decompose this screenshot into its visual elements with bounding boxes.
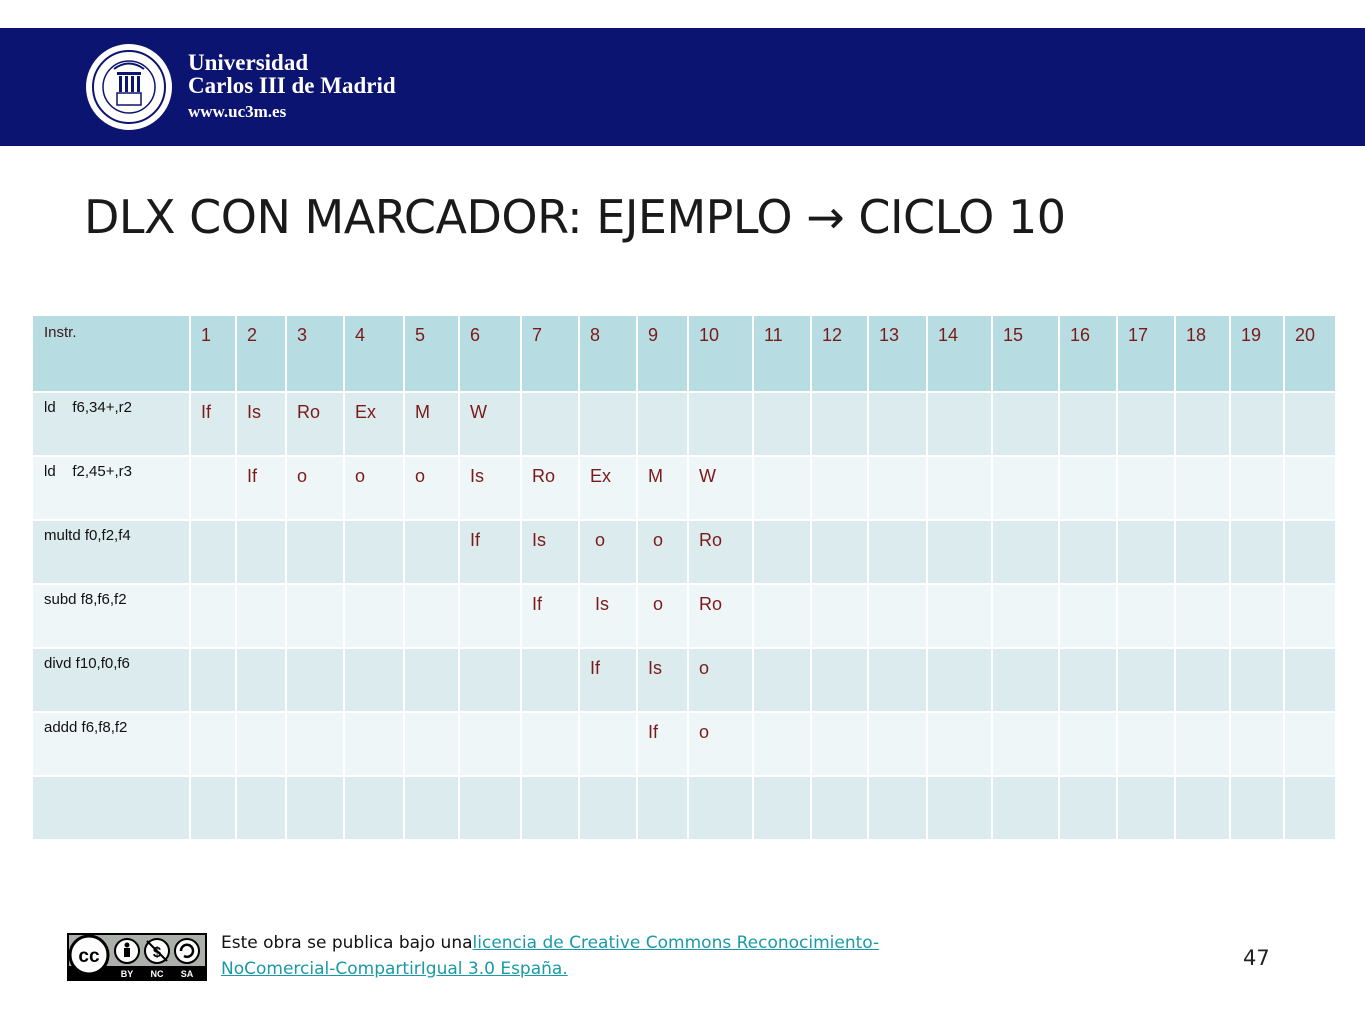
stage-cell bbox=[1117, 520, 1175, 584]
stage-cell: Is bbox=[236, 392, 286, 456]
cycle-header-18: 18 bbox=[1175, 316, 1230, 392]
stage-cell bbox=[459, 776, 521, 840]
cycle-header-14: 14 bbox=[927, 316, 992, 392]
license-notice bbox=[221, 930, 901, 982]
stage-cell bbox=[1059, 648, 1117, 712]
cycle-header-1: 1 bbox=[190, 316, 236, 392]
stage-cell bbox=[1175, 712, 1230, 776]
stage-cell: o bbox=[637, 584, 688, 648]
stage-cell bbox=[236, 584, 286, 648]
stage-cell bbox=[1117, 456, 1175, 520]
page-number: 47 bbox=[1243, 946, 1270, 970]
table-header-row bbox=[33, 316, 1336, 392]
stage-cell bbox=[521, 712, 579, 776]
stage-cell bbox=[811, 456, 868, 520]
stage-cell bbox=[868, 392, 927, 456]
table-row bbox=[33, 584, 1336, 648]
stage-cell bbox=[1059, 776, 1117, 840]
stage-cell bbox=[190, 776, 236, 840]
cycle-header-3: 3 bbox=[286, 316, 344, 392]
stage-cell bbox=[992, 456, 1059, 520]
stage-cell bbox=[190, 520, 236, 584]
stage-cell: o bbox=[637, 520, 688, 584]
table-row bbox=[33, 456, 1336, 520]
stage-cell bbox=[992, 392, 1059, 456]
stage-cell bbox=[1175, 648, 1230, 712]
stage-cell: Is bbox=[521, 520, 579, 584]
stage-cell bbox=[190, 584, 236, 648]
table-row bbox=[33, 392, 1336, 456]
stage-cell bbox=[1230, 520, 1284, 584]
cycle-header-15: 15 bbox=[992, 316, 1059, 392]
instruction-cell: ld f2,45+,r3 bbox=[33, 456, 190, 520]
stage-cell bbox=[753, 456, 811, 520]
stage-cell: Is bbox=[637, 648, 688, 712]
stage-cell: Is bbox=[579, 584, 637, 648]
stage-cell bbox=[286, 520, 344, 584]
stage-cell bbox=[753, 584, 811, 648]
stage-cell bbox=[1059, 456, 1117, 520]
stage-cell bbox=[236, 520, 286, 584]
stage-cell bbox=[688, 776, 753, 840]
slide-title: DLX CON MARCADOR: EJEMPLO → CICLO 10 bbox=[84, 190, 1066, 244]
stage-cell bbox=[1175, 520, 1230, 584]
stage-cell: If bbox=[579, 648, 637, 712]
stage-cell bbox=[1284, 712, 1336, 776]
stage-cell bbox=[1059, 520, 1117, 584]
table-row bbox=[33, 648, 1336, 712]
stage-cell bbox=[753, 648, 811, 712]
instruction-cell: addd f6,f8,f2 bbox=[33, 712, 190, 776]
stage-cell bbox=[868, 456, 927, 520]
stage-cell bbox=[688, 392, 753, 456]
cycle-header-8: 8 bbox=[579, 316, 637, 392]
instruction-cell: multd f0,f2,f4 bbox=[33, 520, 190, 584]
stage-cell bbox=[992, 776, 1059, 840]
stage-cell bbox=[190, 648, 236, 712]
stage-cell bbox=[927, 776, 992, 840]
license-link[interactable]: licencia de Creative Commons Reconocimiento-NoComercial-CompartirIgual 3.0 España. bbox=[221, 933, 880, 979]
stage-cell bbox=[992, 520, 1059, 584]
stage-cell bbox=[521, 392, 579, 456]
stage-cell bbox=[1230, 456, 1284, 520]
stage-cell bbox=[868, 712, 927, 776]
table-row bbox=[33, 776, 1336, 840]
stage-cell bbox=[637, 392, 688, 456]
stage-cell: Ro bbox=[688, 520, 753, 584]
stage-cell: W bbox=[688, 456, 753, 520]
university-name-line2: Carlos III de Madrid bbox=[188, 73, 396, 98]
stage-cell bbox=[286, 712, 344, 776]
svg-text:NC: NC bbox=[150, 969, 164, 979]
stage-cell bbox=[1230, 392, 1284, 456]
stage-cell: o bbox=[688, 712, 753, 776]
stage-cell bbox=[1230, 712, 1284, 776]
stage-cell bbox=[579, 776, 637, 840]
stage-cell: Ro bbox=[688, 584, 753, 648]
instruction-cell: ld f6,34+,r2 bbox=[33, 392, 190, 456]
cycle-header-7: 7 bbox=[521, 316, 579, 392]
stage-cell bbox=[1230, 648, 1284, 712]
stage-cell bbox=[992, 648, 1059, 712]
stage-cell bbox=[236, 776, 286, 840]
stage-cell bbox=[236, 712, 286, 776]
stage-cell bbox=[579, 712, 637, 776]
instruction-cell: divd f10,f0,f6 bbox=[33, 648, 190, 712]
stage-cell: Ex bbox=[344, 392, 404, 456]
stage-cell bbox=[1284, 648, 1336, 712]
stage-cell bbox=[1284, 520, 1336, 584]
svg-text:BY: BY bbox=[120, 969, 134, 979]
stage-cell bbox=[868, 584, 927, 648]
stage-cell: If bbox=[521, 584, 579, 648]
stage-cell bbox=[927, 648, 992, 712]
stage-cell bbox=[1117, 776, 1175, 840]
stage-cell bbox=[286, 648, 344, 712]
instruction-cell: subd f8,f6,f2 bbox=[33, 584, 190, 648]
license-prefix: Este obra se publica bajo una bbox=[221, 933, 473, 953]
stage-cell bbox=[190, 456, 236, 520]
header-instr-label: Instr. bbox=[33, 316, 190, 392]
stage-cell bbox=[1175, 456, 1230, 520]
stage-cell: o bbox=[688, 648, 753, 712]
cycle-header-10: 10 bbox=[688, 316, 753, 392]
stage-cell bbox=[1059, 712, 1117, 776]
stage-cell bbox=[927, 712, 992, 776]
svg-text:$: $ bbox=[152, 944, 162, 961]
stage-cell bbox=[344, 712, 404, 776]
stage-cell bbox=[811, 712, 868, 776]
stage-cell bbox=[1059, 392, 1117, 456]
stage-cell bbox=[1230, 584, 1284, 648]
stage-cell bbox=[1117, 584, 1175, 648]
stage-cell bbox=[1284, 392, 1336, 456]
cycle-header-20: 20 bbox=[1284, 316, 1336, 392]
cycle-header-11: 11 bbox=[753, 316, 811, 392]
stage-cell bbox=[753, 392, 811, 456]
stage-cell: M bbox=[637, 456, 688, 520]
stage-cell: o bbox=[579, 520, 637, 584]
svg-text:cc: cc bbox=[78, 946, 100, 967]
stage-cell bbox=[1175, 392, 1230, 456]
stage-cell bbox=[927, 520, 992, 584]
stage-cell bbox=[190, 712, 236, 776]
table-row bbox=[33, 712, 1336, 776]
cycle-header-4: 4 bbox=[344, 316, 404, 392]
stage-cell bbox=[992, 712, 1059, 776]
stage-cell bbox=[1175, 776, 1230, 840]
stage-cell: If bbox=[637, 712, 688, 776]
stage-cell bbox=[1117, 712, 1175, 776]
stage-cell bbox=[811, 392, 868, 456]
stage-cell: If bbox=[190, 392, 236, 456]
cycle-header-16: 16 bbox=[1059, 316, 1117, 392]
stage-cell: If bbox=[236, 456, 286, 520]
stage-cell bbox=[637, 776, 688, 840]
stage-cell bbox=[286, 584, 344, 648]
cycle-header-17: 17 bbox=[1117, 316, 1175, 392]
stage-cell: Ro bbox=[286, 392, 344, 456]
stage-cell bbox=[1284, 456, 1336, 520]
stage-cell: Ro bbox=[521, 456, 579, 520]
stage-cell bbox=[927, 456, 992, 520]
stage-cell bbox=[868, 520, 927, 584]
stage-cell bbox=[459, 712, 521, 776]
stage-cell: Is bbox=[459, 456, 521, 520]
scoreboard-schedule-table bbox=[33, 316, 1337, 841]
stage-cell bbox=[344, 520, 404, 584]
cycle-header-19: 19 bbox=[1230, 316, 1284, 392]
stage-cell bbox=[868, 648, 927, 712]
stage-cell bbox=[1117, 648, 1175, 712]
stage-cell bbox=[344, 584, 404, 648]
stage-cell bbox=[344, 648, 404, 712]
stage-cell bbox=[404, 712, 459, 776]
stage-cell: Ex bbox=[579, 456, 637, 520]
stage-cell bbox=[1117, 392, 1175, 456]
svg-text:SA: SA bbox=[180, 969, 194, 979]
stage-cell: o bbox=[404, 456, 459, 520]
stage-cell bbox=[811, 584, 868, 648]
stage-cell bbox=[404, 776, 459, 840]
stage-cell: o bbox=[286, 456, 344, 520]
stage-cell: W bbox=[459, 392, 521, 456]
stage-cell bbox=[927, 584, 992, 648]
stage-cell bbox=[811, 776, 868, 840]
cc-by-nc-sa-icon bbox=[67, 933, 207, 981]
stage-cell bbox=[1230, 776, 1284, 840]
stage-cell bbox=[344, 776, 404, 840]
stage-cell bbox=[868, 776, 927, 840]
stage-cell bbox=[459, 584, 521, 648]
stage-cell bbox=[1059, 584, 1117, 648]
stage-cell bbox=[236, 648, 286, 712]
stage-cell bbox=[521, 776, 579, 840]
stage-cell bbox=[1284, 584, 1336, 648]
stage-cell bbox=[1175, 584, 1230, 648]
cycle-header-13: 13 bbox=[868, 316, 927, 392]
stage-cell: M bbox=[404, 392, 459, 456]
instruction-cell bbox=[33, 776, 190, 840]
stage-cell bbox=[521, 648, 579, 712]
stage-cell bbox=[1284, 776, 1336, 840]
uc3m-seal-icon bbox=[84, 42, 174, 132]
stage-cell bbox=[404, 584, 459, 648]
university-name-line1: Universidad bbox=[188, 50, 309, 75]
cycle-header-9: 9 bbox=[637, 316, 688, 392]
table-row bbox=[33, 520, 1336, 584]
stage-cell: o bbox=[344, 456, 404, 520]
cycle-header-12: 12 bbox=[811, 316, 868, 392]
stage-cell: If bbox=[459, 520, 521, 584]
stage-cell bbox=[811, 648, 868, 712]
stage-cell bbox=[927, 392, 992, 456]
stage-cell bbox=[753, 520, 811, 584]
stage-cell bbox=[404, 648, 459, 712]
cycle-header-2: 2 bbox=[236, 316, 286, 392]
stage-cell bbox=[753, 712, 811, 776]
stage-cell bbox=[579, 392, 637, 456]
header-divider bbox=[0, 146, 575, 149]
university-website: www.uc3m.es bbox=[188, 102, 287, 121]
stage-cell bbox=[992, 584, 1059, 648]
stage-cell bbox=[459, 648, 521, 712]
stage-cell bbox=[753, 776, 811, 840]
stage-cell bbox=[286, 776, 344, 840]
stage-cell bbox=[404, 520, 459, 584]
cycle-header-6: 6 bbox=[459, 316, 521, 392]
cycle-header-5: 5 bbox=[404, 316, 459, 392]
stage-cell bbox=[811, 520, 868, 584]
